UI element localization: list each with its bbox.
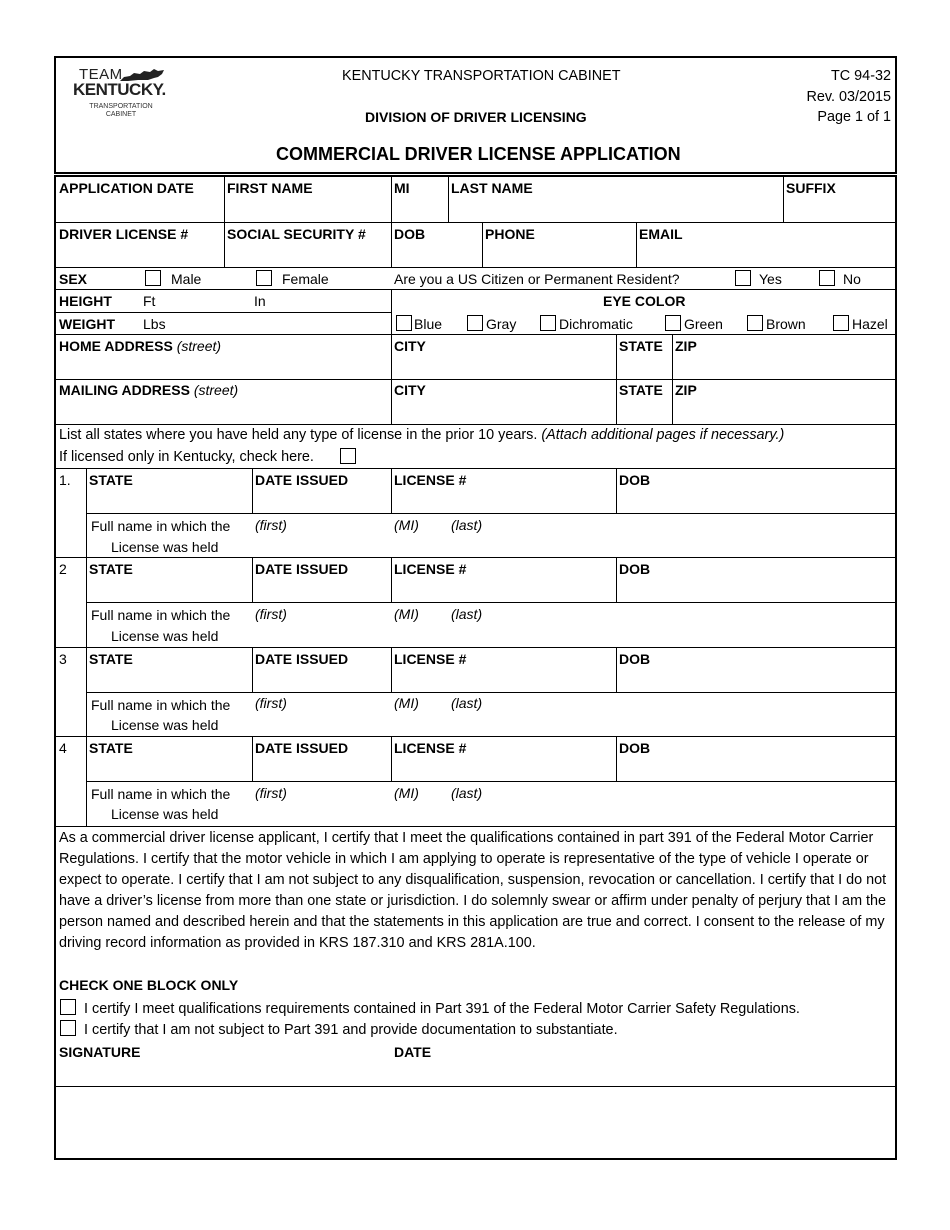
entry-number-4: 4 xyxy=(59,740,67,756)
eye-brown-label: Brown xyxy=(766,316,806,332)
male-label: Male xyxy=(171,271,202,287)
eye-green-label: Green xyxy=(684,316,723,332)
signature-date-label: DATE xyxy=(394,1044,432,1060)
eye-color-label: EYE COLOR xyxy=(603,293,686,309)
eye-green-checkbox[interactable] xyxy=(665,315,681,331)
first-name-label: FIRST NAME xyxy=(227,180,313,196)
eye-blue-label: Blue xyxy=(414,316,443,332)
agency-name: KENTUCKY TRANSPORTATION CABINET xyxy=(342,68,621,84)
suffix-label: SUFFIX xyxy=(786,180,836,196)
mi-label: MI xyxy=(394,180,410,196)
kentucky-only-label: If licensed only in Kentucky, check here. xyxy=(59,449,314,465)
citizen-no-label: No xyxy=(843,271,861,287)
home-address-label: HOME ADDRESS (street) xyxy=(59,338,222,354)
eye-hazel-checkbox[interactable] xyxy=(833,315,849,331)
entry2-dob-label: DOB xyxy=(619,561,651,577)
entry-number-2: 2 xyxy=(59,561,67,577)
citizen-yes-checkbox[interactable] xyxy=(735,270,751,286)
eye-gray-label: Gray xyxy=(486,316,517,332)
entry3-mi-label: (MI) xyxy=(394,695,419,711)
entry1-first-label: (first) xyxy=(255,517,287,533)
mailing-state-label: STATE xyxy=(619,382,663,398)
entry2-first-label: (first) xyxy=(255,606,287,622)
entry2-mi-label: (MI) xyxy=(394,606,419,622)
entry3-dob-label: DOB xyxy=(619,651,651,667)
home-zip-label: ZIP xyxy=(675,338,697,354)
ssn-label: SOCIAL SECURITY # xyxy=(227,226,366,242)
entry4-fullname-line2: License was held xyxy=(111,806,219,822)
male-checkbox[interactable] xyxy=(145,270,161,286)
entry2-fullname-line2: License was held xyxy=(111,628,219,644)
entry3-first-label: (first) xyxy=(255,695,287,711)
logo-sub-line1: TRANSPORTATION xyxy=(89,103,153,110)
mailing-address-label: MAILING ADDRESS (street) xyxy=(59,382,239,398)
entry4-date-issued-label: DATE ISSUED xyxy=(255,740,349,756)
mailing-city-label: CITY xyxy=(394,382,426,398)
form-number: TC 94-32 xyxy=(831,68,891,84)
citizen-yes-label: Yes xyxy=(759,271,782,287)
entry4-dob-label: DOB xyxy=(619,740,651,756)
entry2-state-label: STATE xyxy=(89,561,133,577)
entry4-license-label: LICENSE # xyxy=(394,740,467,756)
signature-label: SIGNATURE xyxy=(59,1044,141,1060)
entry4-state-label: STATE xyxy=(89,740,133,756)
certify-part391-label: I certify I meet qualifications requirements contained in Part 391 of the Federal Motor Carrier Safety Regulations. xyxy=(84,1001,800,1017)
entry-number-1: 1. xyxy=(59,472,71,488)
entry1-fullname-line1: Full name in which the xyxy=(91,518,231,534)
dob-label: DOB xyxy=(394,226,426,242)
kentucky-only-checkbox[interactable] xyxy=(340,448,356,464)
form-revision: Rev. 03/2015 xyxy=(806,89,891,105)
email-label: EMAIL xyxy=(639,226,683,242)
female-label: Female xyxy=(282,271,329,287)
entry3-fullname-line2: License was held xyxy=(111,717,219,733)
phone-label: PHONE xyxy=(485,226,535,242)
certification-paragraph: As a commercial driver license applicant, I certify that I meet the qualifications contained in part 391 of the Federal Motor Carrier Regulations. I certify that the motor vehicle in which I am applying to operate is representative of the type of vehicle I operate or expect to operate. I certify that I am not subject to any disqualification, suspension, revocation or cancellation. I certify that I do not have a driver’s license from more than one state or jurisdiction. I do solemnly swear or affirm under penalty of perjury that I am the person named and described herein and that the statements in this application are true and correct. I consent to the release of my driving record information as provided in KRS 187.310 and KRS 281A.100. xyxy=(59,830,887,951)
entry3-date-issued-label: DATE ISSUED xyxy=(255,651,349,667)
page-number: Page 1 of 1 xyxy=(817,109,891,125)
eye-brown-checkbox[interactable] xyxy=(747,315,763,331)
entry3-license-label: LICENSE # xyxy=(394,651,467,667)
entry1-license-label: LICENSE # xyxy=(394,472,467,488)
entry1-date-issued-label: DATE ISSUED xyxy=(255,472,349,488)
home-city-label: CITY xyxy=(394,338,426,354)
weight-lbs-label: Lbs xyxy=(143,316,166,332)
entry3-state-label: STATE xyxy=(89,651,133,667)
entry1-fullname-line2: License was held xyxy=(111,539,219,555)
check-one-label: CHECK ONE BLOCK ONLY xyxy=(59,977,239,993)
mailing-zip-label: ZIP xyxy=(675,382,697,398)
entry1-state-label: STATE xyxy=(89,472,133,488)
eye-dichromatic-checkbox[interactable] xyxy=(540,315,556,331)
entry2-date-issued-label: DATE ISSUED xyxy=(255,561,349,577)
eye-dichromatic-label: Dichromatic xyxy=(559,316,633,332)
entry-number-3: 3 xyxy=(59,651,67,667)
citizen-question: Are you a US Citizen or Permanent Resident? xyxy=(394,271,680,287)
female-checkbox[interactable] xyxy=(256,270,272,286)
height-label: HEIGHT xyxy=(59,293,112,309)
not-subject-part391-checkbox[interactable] xyxy=(60,1020,76,1036)
entry2-license-label: LICENSE # xyxy=(394,561,467,577)
entry1-dob-label: DOB xyxy=(619,472,651,488)
height-in-label: In xyxy=(254,293,266,309)
entry3-last-label: (last) xyxy=(451,695,483,711)
entry2-last-label: (last) xyxy=(451,606,483,622)
eye-hazel-label: Hazel xyxy=(852,316,888,332)
entry4-fullname-line1: Full name in which the xyxy=(91,786,231,802)
application-date-label: APPLICATION DATE xyxy=(59,180,194,196)
height-ft-label: Ft xyxy=(143,293,156,309)
citizen-no-checkbox[interactable] xyxy=(819,270,835,286)
home-state-label: STATE xyxy=(619,338,663,354)
not-subject-part391-label: I certify that I am not subject to Part 391 and provide documentation to substantiate. xyxy=(84,1022,618,1038)
eye-gray-checkbox[interactable] xyxy=(467,315,483,331)
form-title: COMMERCIAL DRIVER LICENSE APPLICATION xyxy=(276,144,681,164)
prior-states-instruction: List all states where you have held any type of license in the prior 10 years. (Attach additional pages if necessary.) xyxy=(59,427,785,443)
entry3-fullname-line1: Full name in which the xyxy=(91,697,231,713)
certify-part391-checkbox[interactable] xyxy=(60,999,76,1015)
weight-label: WEIGHT xyxy=(59,316,115,332)
eye-blue-checkbox[interactable] xyxy=(396,315,412,331)
driver-license-label: DRIVER LICENSE # xyxy=(59,226,189,242)
division-name: DIVISION OF DRIVER LICENSING xyxy=(365,109,587,125)
entry4-last-label: (last) xyxy=(451,785,483,801)
sex-label: SEX xyxy=(59,271,88,287)
entry1-mi-label: (MI) xyxy=(394,517,419,533)
last-name-label: LAST NAME xyxy=(451,180,533,196)
entry4-first-label: (first) xyxy=(255,785,287,801)
logo-sub-line2: CABINET xyxy=(105,111,137,118)
entry4-mi-label: (MI) xyxy=(394,785,419,801)
entry1-last-label: (last) xyxy=(451,517,483,533)
entry2-fullname-line1: Full name in which the xyxy=(91,607,231,623)
